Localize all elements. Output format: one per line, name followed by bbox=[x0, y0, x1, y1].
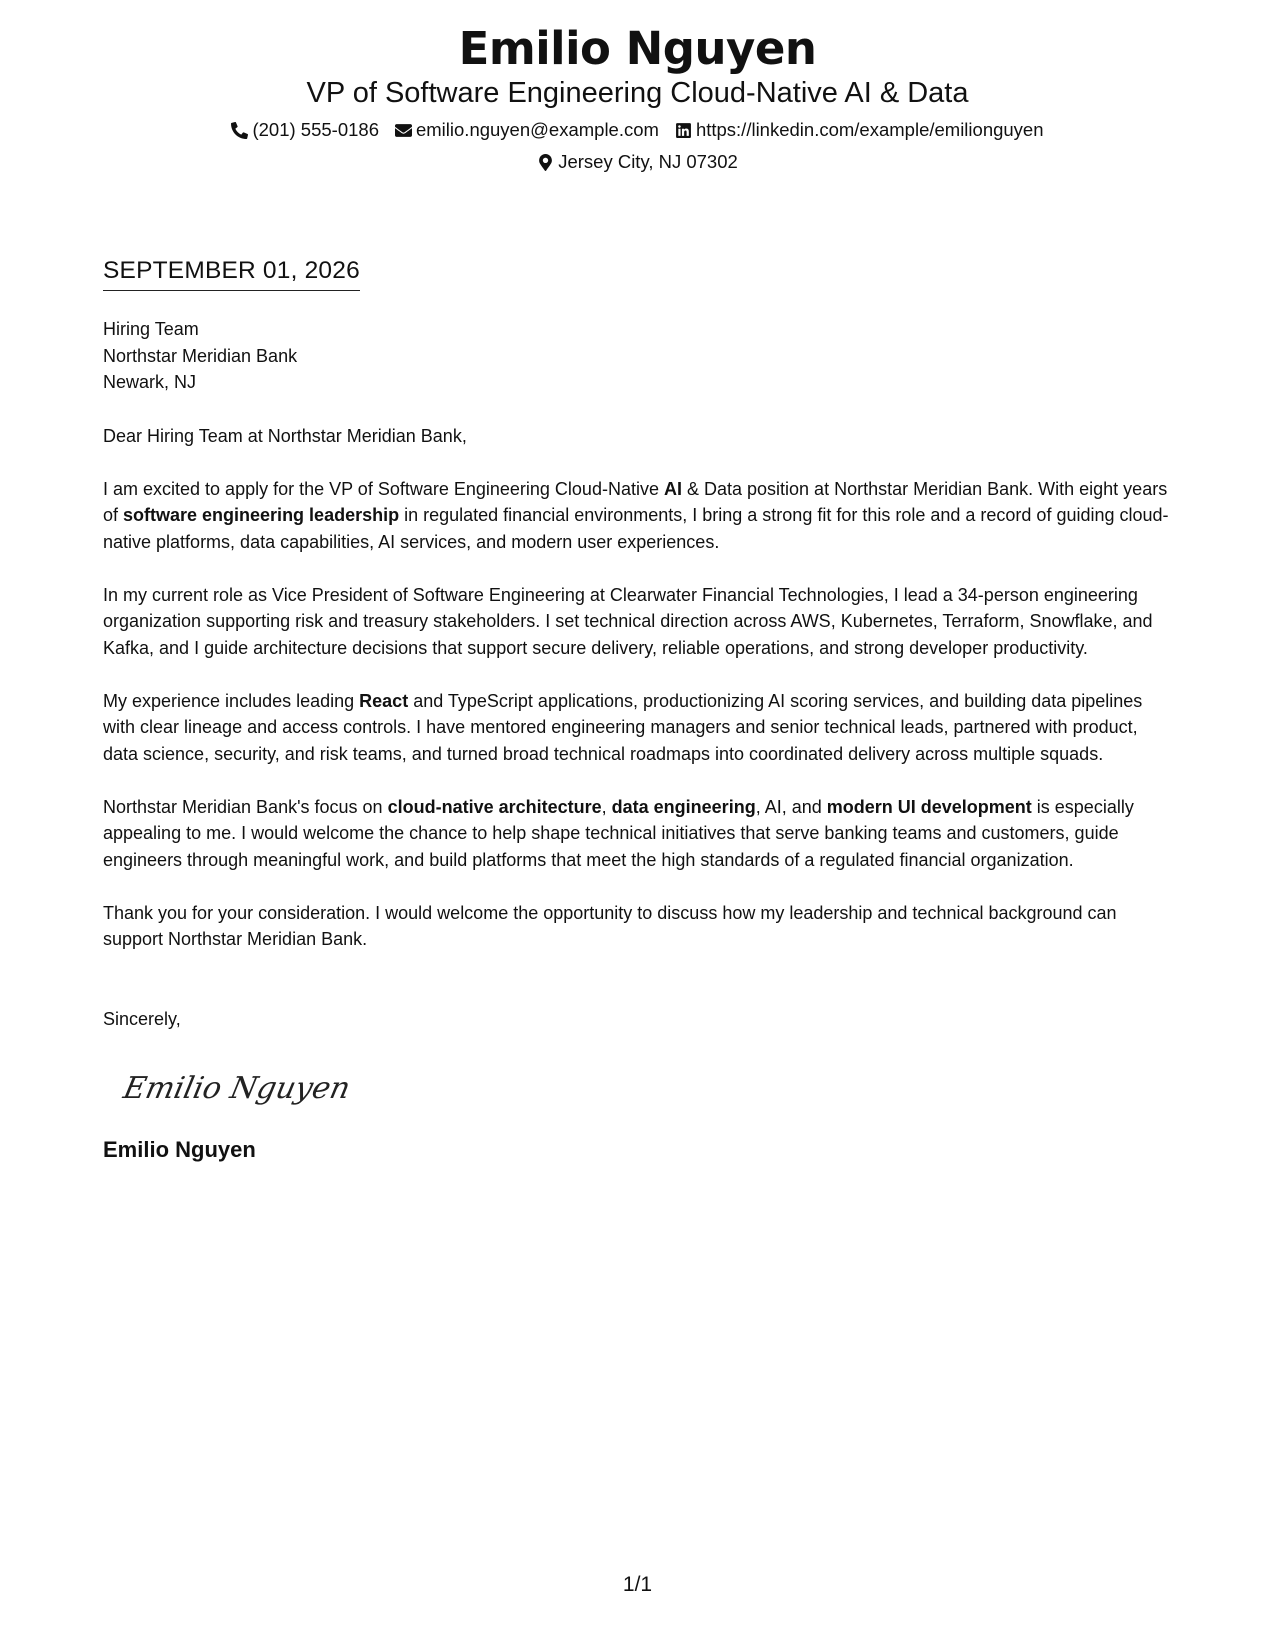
contact-linkedin[interactable] bbox=[675, 118, 1044, 142]
letter-date: SEPTEMBER 01, 2026 bbox=[103, 256, 360, 291]
contact-email[interactable] bbox=[395, 118, 659, 142]
recipient-line: Northstar Meridian Bank bbox=[103, 345, 298, 366]
applicant-name: Emilio Nguyen bbox=[458, 22, 817, 75]
paragraph-text: Thank you for your consideration. I would welcome the opportunity to discuss how my leadership and technical background can support Northstar Meridian Bank. bbox=[103, 902, 1117, 949]
paragraph-text: and TypeScript applications, productionizing AI scoring services, and building data pipelines with clear lineage and access controls. I have mentored engineering managers and senior technical leads, partnered with product, data science, security, and risk teams, and turned broad technical roadmaps into coordinated delivery across multiple squads. bbox=[103, 690, 1143, 764]
paragraph-text: I am excited to apply for the VP of Software Engineering Cloud-Native bbox=[103, 478, 664, 499]
bold-keyword: software engineering leadership bbox=[123, 505, 400, 525]
letter-body bbox=[103, 316, 1175, 1164]
recipient-line: Newark, NJ bbox=[103, 372, 197, 392]
linkedin-text: https://linkedin.com/example/emilionguyen bbox=[695, 119, 1044, 140]
recipient-line: Hiring Team bbox=[103, 319, 199, 339]
handwritten-signature bbox=[119, 1056, 359, 1116]
letter-header bbox=[0, 22, 1275, 174]
paragraph-thanks bbox=[103, 900, 1175, 953]
linkedin-icon bbox=[675, 122, 692, 139]
bold-keyword: React bbox=[359, 690, 409, 711]
contact-location bbox=[537, 150, 738, 174]
salutation: Dear Hiring Team at Northstar Meridian Bank, bbox=[103, 425, 467, 446]
closing: Sincerely, bbox=[103, 1008, 181, 1029]
paragraph-text: & Data position at Northstar Meridian Bank. With eight years of bbox=[103, 478, 1168, 525]
paragraph-text: in regulated financial environments, I bring a strong fit for this role and a record of guiding cloud-native platforms, data capabilities, AI services, and modern user experiences. bbox=[103, 505, 1169, 552]
signed-name: Emilio Nguyen bbox=[103, 1137, 256, 1162]
email-text: emilio.nguyen@example.com bbox=[415, 119, 659, 140]
bold-keyword: AI bbox=[663, 478, 682, 499]
contact-info-row bbox=[0, 118, 1275, 142]
paragraph-text: is especially appealing to me. I would welcome the chance to help shape technical initiatives that serve banking teams and customers, guide engineers through meaningful work, and build platforms that meet the high standards of a regulated financial organization. bbox=[103, 796, 1134, 870]
contact-phone[interactable] bbox=[231, 118, 379, 142]
recipient-block bbox=[103, 316, 1175, 396]
applicant-title: VP of Software Engineering Cloud-Native AI & Data bbox=[306, 77, 969, 109]
signature-text: Emilio Nguyen bbox=[120, 1071, 354, 1106]
paragraph-text: , bbox=[601, 796, 612, 817]
bold-keyword: modern UI development bbox=[826, 796, 1032, 817]
bold-keyword: data engineering bbox=[611, 796, 756, 817]
map-pin-icon bbox=[537, 154, 554, 171]
location-row bbox=[0, 150, 1275, 174]
page-number: 1/1 bbox=[622, 1573, 653, 1596]
paragraph-company-fit bbox=[103, 794, 1175, 874]
paragraph-current-role bbox=[103, 582, 1175, 662]
phone-icon bbox=[231, 122, 248, 139]
paragraph-text: Northstar Meridian Bank's focus on bbox=[103, 796, 388, 817]
paragraph-experience bbox=[103, 688, 1175, 768]
phone-text: (201) 555-0186 bbox=[252, 119, 379, 140]
bold-keyword: cloud-native architecture bbox=[387, 796, 602, 817]
paragraph-text: In my current role as Vice President of Software Engineering at Clearwater Financial Technologies, I lead a 34-person engineering organization supporting risk and treasury stakeholders. I set technical direction across AWS, Kubernetes, Terraform, Snowflake, and Kafka, and I guide architecture decisions that support secure delivery, reliable operations, and strong developer productivity. bbox=[103, 584, 1153, 658]
envelope-icon bbox=[395, 122, 412, 139]
location-text: Jersey City, NJ 07302 bbox=[558, 151, 738, 172]
paragraph-intro bbox=[103, 476, 1175, 556]
paragraph-text: My experience includes leading bbox=[103, 690, 360, 711]
paragraph-text: , AI, and bbox=[755, 796, 827, 817]
